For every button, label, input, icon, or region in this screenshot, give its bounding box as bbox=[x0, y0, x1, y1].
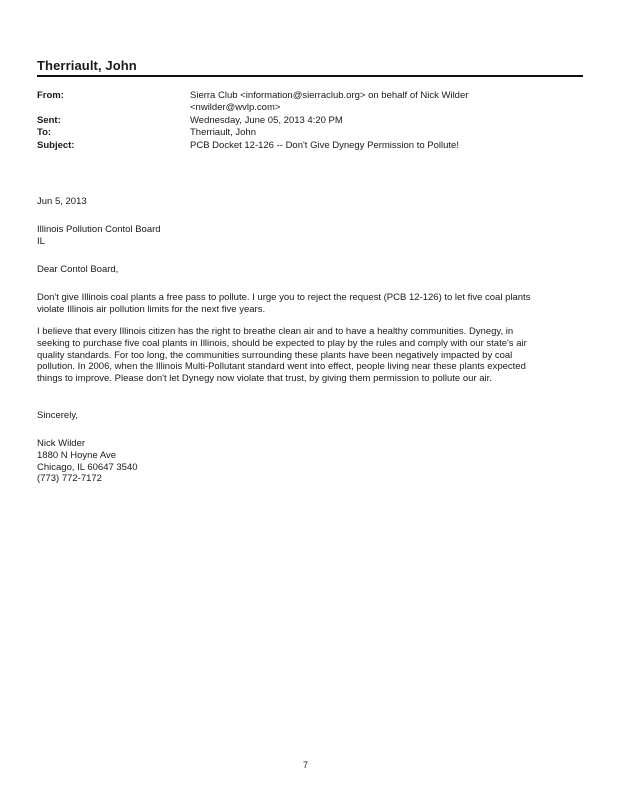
paragraph-line: quality standards. For too long, the communities surrounding these plants have been negatively impacted by coal bbox=[37, 349, 513, 361]
paragraph-line: seeking to purchase five coal plants in Illinois, should be expected to play by the rules and comply with our state's air bbox=[37, 337, 527, 349]
recipient-block bbox=[37, 224, 577, 248]
signature-phone: (773) 772-7172 bbox=[37, 473, 102, 485]
subject-value: PCB Docket 12-126 -- Don't Give Dynegy Permission to Pollute! bbox=[190, 140, 459, 151]
from-value-line: <nwilder@wvlp.com> bbox=[190, 101, 281, 113]
paragraph-line: pollution. In 2006, when the Illinois Multi-Pollutant standard went into effect, people living near these plants expected bbox=[37, 361, 526, 373]
message-date bbox=[37, 196, 577, 208]
signature-name: Nick Wilder bbox=[37, 438, 86, 449]
signature-address: 1880 N Hoyne Ave bbox=[37, 449, 117, 461]
from-label: From: bbox=[37, 90, 64, 101]
to-value: Therriault, John bbox=[190, 127, 257, 138]
from-value-line: Sierra Club <information@sierraclub.org> on behalf of Nick Wilder bbox=[190, 90, 469, 101]
sent-value: Wednesday, June 05, 2013 4:20 PM bbox=[190, 115, 343, 126]
signature-address: Chicago, IL 60647 3540 bbox=[37, 461, 138, 473]
paragraph-2 bbox=[37, 326, 577, 385]
to-label: To: bbox=[37, 127, 52, 138]
from-value bbox=[190, 90, 570, 113]
signature-block bbox=[37, 438, 577, 485]
closing-text: Sincerely, bbox=[37, 410, 79, 421]
date-text: Jun 5, 2013 bbox=[37, 196, 87, 207]
page-number: 7 bbox=[303, 760, 309, 770]
sent-label: Sent: bbox=[37, 115, 61, 126]
paragraph-line: I believe that every Illinois citizen has the right to breathe clean air and to have a healthy communities. Dynegy, in bbox=[37, 326, 514, 337]
salutation-text: Dear Contol Board, bbox=[37, 264, 119, 275]
mailbox-owner-name: Therriault, John bbox=[37, 58, 137, 73]
paragraph-line: Don't give Illinois coal plants a free pass to pollute. I urge you to reject the request (PCB 12-126) to let five coal plants bbox=[37, 292, 531, 303]
recipient-line: IL bbox=[37, 235, 45, 247]
header-divider bbox=[37, 75, 583, 77]
paragraph-line: things to improve. Please don't let Dynegy now violate that trust, by giving them permission to pollute our air. bbox=[37, 373, 492, 385]
recipient-line: Illinois Pollution Contol Board bbox=[37, 224, 161, 235]
subject-label: Subject: bbox=[37, 140, 75, 151]
paragraph-line: violate Illinois air pollution limits for the next five years. bbox=[37, 303, 266, 315]
paragraph-1 bbox=[37, 292, 577, 316]
closing bbox=[37, 410, 577, 422]
salutation bbox=[37, 264, 577, 276]
